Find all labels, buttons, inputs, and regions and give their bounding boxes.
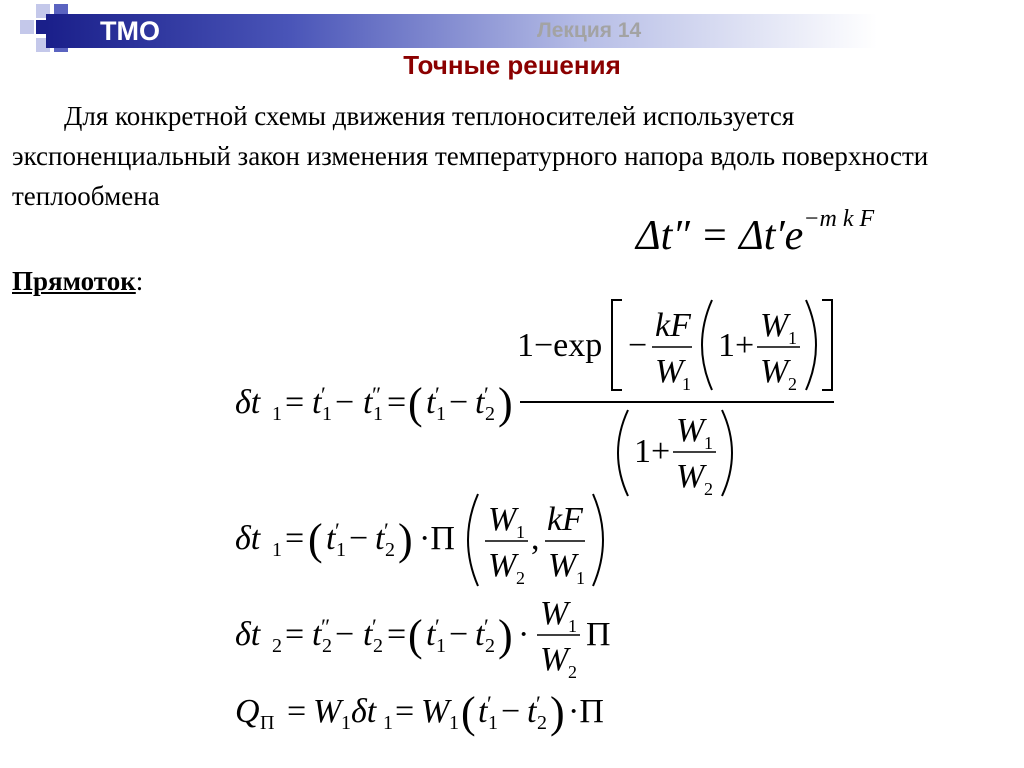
svg-text:2: 2 [385, 539, 395, 561]
svg-text:′: ′ [435, 614, 440, 639]
svg-text:1: 1 [449, 712, 459, 734]
svg-text:=: = [395, 693, 415, 730]
main-formula-exponent: −m k F [803, 206, 875, 232]
svg-text:(: ( [408, 611, 423, 660]
svg-text:=: = [387, 384, 407, 421]
svg-text:−: − [349, 520, 369, 557]
svg-text:1: 1 [341, 712, 351, 734]
svg-text:δt: δt [351, 693, 377, 730]
svg-text:·: · [518, 616, 530, 653]
svg-text:1: 1 [704, 433, 713, 453]
main-formula-body: Δt″ = Δt′e [636, 213, 804, 259]
svg-text:1: 1 [516, 522, 525, 542]
svg-text:W: W [760, 307, 789, 344]
svg-text:−: − [501, 693, 521, 730]
svg-text:t: t [426, 616, 436, 653]
svg-text:−: − [335, 616, 355, 653]
svg-text:W: W [676, 412, 705, 449]
slide-title: Точные решения [403, 50, 621, 80]
svg-text:): ) [398, 515, 413, 564]
svg-text:1: 1 [322, 403, 332, 425]
formula-1 [235, 300, 834, 499]
svg-text:1+: 1+ [718, 327, 755, 364]
svg-text:″: ″ [372, 382, 382, 407]
svg-text:1: 1 [788, 328, 797, 348]
svg-text:t: t [326, 520, 336, 557]
lecture-label: Лекция 14 [537, 19, 642, 42]
svg-text:Q: Q [235, 693, 260, 730]
svg-text:·Π: ·Π [419, 520, 455, 557]
svg-text:1: 1 [682, 374, 691, 394]
section-label-colon: : [135, 266, 144, 296]
svg-text:): ) [498, 611, 513, 660]
svg-text:): ) [550, 688, 565, 737]
svg-text:1: 1 [272, 403, 282, 425]
svg-text:,: , [531, 520, 540, 557]
svg-text:t: t [363, 616, 373, 653]
svg-text:2: 2 [485, 403, 495, 425]
svg-text:2: 2 [516, 568, 525, 588]
svg-text:t: t [312, 616, 322, 653]
svg-text:W: W [548, 547, 577, 584]
svg-text:−: − [449, 384, 469, 421]
svg-text:1: 1 [383, 712, 393, 734]
svg-text:′: ′ [384, 518, 389, 543]
svg-text:1: 1 [272, 539, 282, 561]
svg-text:′: ′ [536, 691, 541, 716]
svg-text:″: ″ [321, 614, 331, 639]
svg-text:2: 2 [485, 635, 495, 657]
svg-text:1: 1 [488, 712, 498, 734]
svg-text:W: W [313, 693, 342, 730]
svg-text:′: ′ [372, 614, 377, 639]
svg-text:W: W [676, 458, 705, 495]
svg-text:1: 1 [576, 568, 585, 588]
svg-text:W: W [655, 353, 684, 390]
svg-text:2: 2 [373, 635, 383, 657]
svg-text:t: t [475, 616, 485, 653]
svg-text:2: 2 [788, 374, 797, 394]
svg-text:W: W [488, 501, 517, 538]
svg-text:·Π: ·Π [568, 693, 604, 730]
svg-text:): ) [498, 379, 513, 428]
svg-text:t: t [375, 520, 385, 557]
svg-text:2: 2 [704, 479, 713, 499]
svg-text:=: = [387, 616, 407, 653]
svg-text:′: ′ [487, 691, 492, 716]
svg-text:δt: δt [235, 616, 261, 653]
svg-text:1: 1 [436, 635, 446, 657]
svg-text:−: − [449, 616, 469, 653]
svg-text:W: W [540, 641, 569, 678]
svg-text:1−exp: 1−exp [517, 327, 603, 364]
header-title: ТМО [100, 16, 160, 46]
svg-text:2: 2 [322, 635, 332, 657]
formula-4 [235, 688, 604, 737]
svg-text:t: t [312, 384, 322, 421]
svg-text:W: W [540, 595, 569, 632]
svg-text:W: W [488, 547, 517, 584]
svg-text:t: t [426, 384, 436, 421]
svg-text:2: 2 [272, 635, 282, 657]
svg-text:′: ′ [321, 382, 326, 407]
svg-text:W: W [421, 693, 450, 730]
svg-text:(: ( [408, 379, 423, 428]
paragraph-text: Для конкретной схемы движения теплоносителей используется экспоненциальный закон изменения температурного напора вдоль поверхности теплообмена [12, 101, 929, 211]
svg-text:′: ′ [435, 382, 440, 407]
formula-2 [235, 494, 603, 588]
svg-text:Π: Π [586, 616, 611, 653]
svg-text:−: − [335, 384, 355, 421]
svg-text:′: ′ [484, 614, 489, 639]
section-label-text: Прямоток [12, 266, 136, 296]
svg-text:−: − [628, 327, 648, 364]
svg-text:t: t [478, 693, 488, 730]
svg-text:t: t [363, 384, 373, 421]
svg-text:=: = [285, 520, 305, 557]
svg-text:′: ′ [484, 382, 489, 407]
svg-text:=: = [285, 384, 305, 421]
svg-text:2: 2 [537, 712, 547, 734]
svg-text:kF: kF [547, 501, 583, 538]
svg-text:1+: 1+ [634, 433, 671, 470]
svg-text:W: W [760, 353, 789, 390]
svg-text:δt: δt [235, 520, 261, 557]
svg-text:1: 1 [373, 403, 383, 425]
svg-text:t: t [475, 384, 485, 421]
svg-text:=: = [285, 616, 305, 653]
svg-text:t: t [527, 693, 537, 730]
svg-text:′: ′ [335, 518, 340, 543]
svg-text:2: 2 [568, 662, 577, 682]
svg-text:kF: kF [655, 307, 691, 344]
svg-text:(: ( [461, 688, 476, 737]
svg-text:1: 1 [336, 539, 346, 561]
svg-text:δt: δt [235, 384, 261, 421]
svg-text:1: 1 [436, 403, 446, 425]
svg-text:=: = [287, 693, 307, 730]
svg-text:(: ( [308, 515, 323, 564]
svg-text:1: 1 [568, 616, 577, 636]
svg-text:П: П [260, 712, 275, 734]
formula-3 [235, 595, 611, 682]
